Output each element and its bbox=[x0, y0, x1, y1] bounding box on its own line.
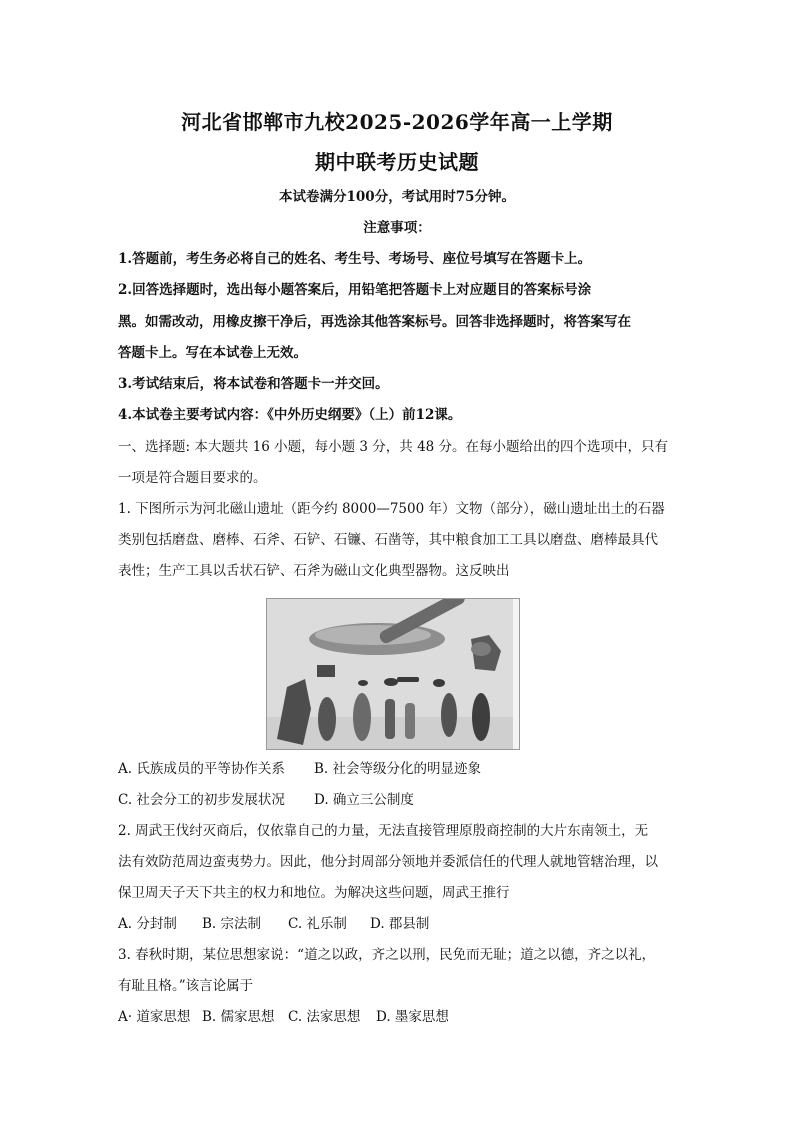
q3-stem-1: 3. 春秋时期，某位思想家说：“道之以政，齐之以刑，民免而无耻；道之以德，齐之以礼， bbox=[118, 947, 656, 963]
q2-option-d[interactable]: D. 郡县制 bbox=[370, 916, 430, 932]
q3-option-d[interactable]: D. 墨家思想 bbox=[376, 1009, 449, 1025]
q1-stem-2: 类别包括磨盘、磨棒、石斧、石铲、石镰、石凿等，其中粮食加工工具以磨盘、磨棒最具代 bbox=[118, 532, 658, 548]
exam-info: 本试卷满分100分，考试用时75分钟。 bbox=[279, 189, 515, 205]
q1-option-b[interactable]: B. 社会等级分化的明显迹象 bbox=[314, 761, 482, 777]
q2-option-c[interactable]: C. 礼乐制 bbox=[288, 916, 347, 932]
q2-stem-2: 法有效防范周边蛮夷势力。因此，他分封周部分领地并委派信任的代理人就地管辖治理，以 bbox=[118, 854, 658, 870]
q2-option-b[interactable]: B. 宗法制 bbox=[202, 916, 262, 932]
q2-stem-1: 2. 周武王伐纣灭商后，仅依靠自己的力量，无法直接管理原殷商控制的大片东南领土，无 bbox=[118, 823, 649, 839]
notice-heading: 注意事项： bbox=[363, 220, 431, 236]
q1-option-a[interactable]: A. 氏族成员的平等协作关系 bbox=[118, 761, 285, 777]
section-instruction-1: 一、选择题: 本大题共 16 小题，每小题 3 分，共 48 分。在每小题给出的四个选项中，只有 bbox=[118, 439, 669, 455]
notice-item-4: 4.本试卷主要考试内容：《中外历史纲要》（上）前12课。 bbox=[118, 407, 462, 423]
notice-item-2c: 答题卡上。写在本试卷上无效。 bbox=[118, 345, 307, 361]
q3-option-c[interactable]: C. 法家思想 bbox=[288, 1009, 361, 1025]
notice-item-1: 1.答题前，考生务必将自己的姓名、考生号、考场号、座位号填写在答题卡上。 bbox=[118, 251, 592, 267]
notice-item-2a: 2.回答选择题时，选出每小题答案后，用铅笔把答题卡上对应题目的答案标号涂 bbox=[118, 282, 592, 298]
q3-stem-2: 有耻且格。”该言论属于 bbox=[118, 978, 254, 994]
q1-options-row-2 bbox=[118, 791, 414, 809]
q2-stem-3: 保卫周天子天下共主的权力和地位。为解决这些问题，周武王推行 bbox=[118, 885, 510, 901]
exam-title-line1: 河北省邯郸市九校2025-2026学年高一上学期 bbox=[181, 110, 613, 134]
q2-option-a[interactable]: A. 分封制 bbox=[118, 916, 177, 932]
q1-options-row-1 bbox=[118, 760, 481, 778]
q1-stem-3: 表性；生产工具以舌状石铲、石斧为磁山文化典型器物。这反映出 bbox=[118, 563, 510, 579]
q1-stem-1: 1. 下图所示为河北磁山遗址（距今约 8000—7500 年）文物（部分），磁山遗址出土的石器 bbox=[118, 501, 665, 517]
q1-option-c[interactable]: C. 社会分工的初步发展状况 bbox=[118, 792, 285, 808]
notice-item-3: 3.考试结束后，将本试卷和答题卡一并交回。 bbox=[118, 376, 389, 392]
q3-option-a[interactable]: A· 道家思想 bbox=[118, 1009, 191, 1025]
q3-option-b[interactable]: B. 儒家思想 bbox=[202, 1009, 275, 1025]
q2-options bbox=[118, 915, 429, 933]
exam-title-line2: 期中联考历史试题 bbox=[315, 150, 479, 174]
notice-item-2b: 黑。如需改动，用橡皮擦干净后，再选涂其他答案标号。回答非选择题时，将答案写在 bbox=[118, 314, 631, 330]
section-instruction-2: 一项是符合题目要求的。 bbox=[118, 470, 267, 486]
cishan-artifacts-photo bbox=[266, 598, 520, 750]
q3-options bbox=[118, 1008, 449, 1026]
q1-option-d[interactable]: D. 确立三公制度 bbox=[314, 792, 414, 808]
